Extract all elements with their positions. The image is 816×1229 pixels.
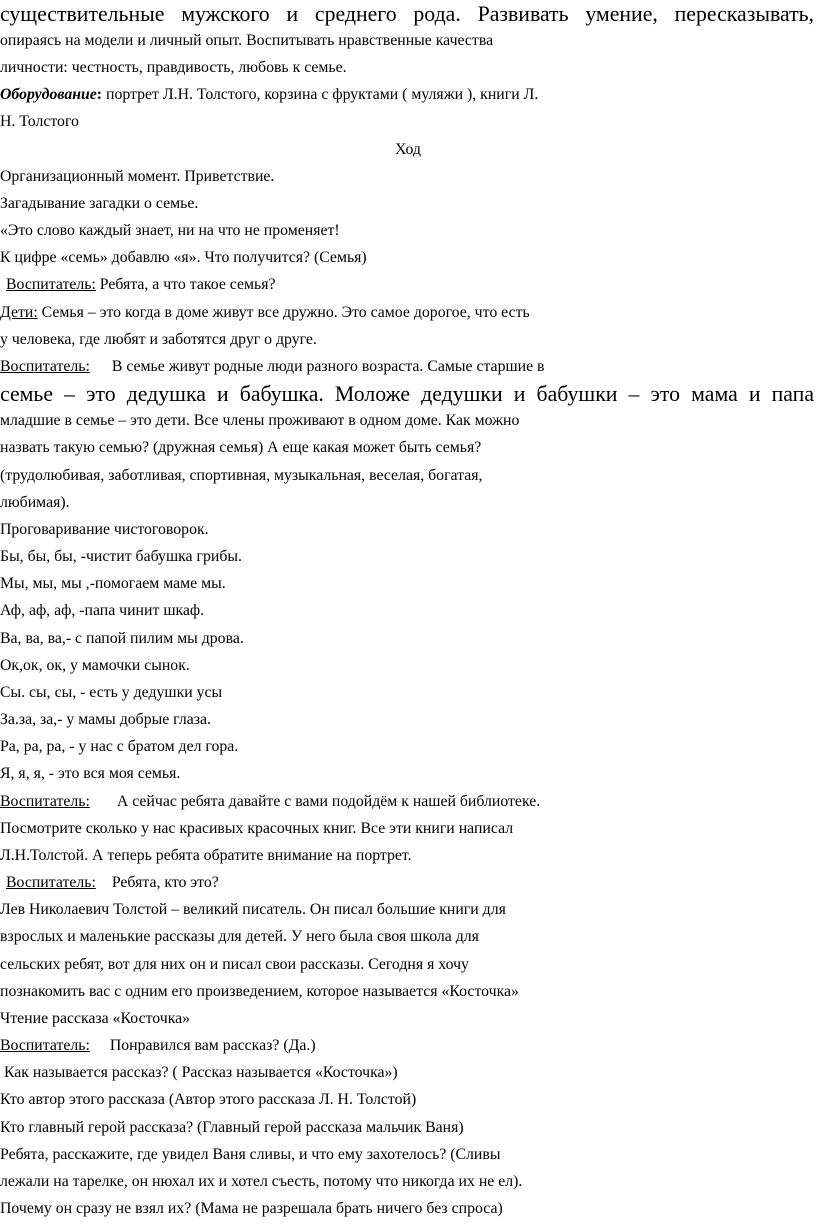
text-line: Организационный момент. Приветствие. bbox=[0, 168, 275, 185]
equipment-text: портрет Л.Н. Толстого, корзина с фруктами ( муляжи ), книги Л. bbox=[102, 86, 539, 103]
text-line: лежали на тарелке, он нюхал их и хотел съесть, потому что никогда их не ел). bbox=[0, 1173, 523, 1190]
text-line: Кто главный герой рассказа? (Главный герой рассказа мальчик Ваня) bbox=[0, 1119, 464, 1136]
text-line: Загадывание загадки о семье. bbox=[0, 195, 199, 212]
equipment-colon: : bbox=[96, 86, 103, 103]
text-line: любимая). bbox=[0, 494, 70, 511]
dialogue-line bbox=[0, 1033, 816, 1060]
text-line: Как называется рассказ? ( Рассказ называется «Косточка») bbox=[0, 1064, 398, 1081]
text-line: «Это слово каждый знает, ни на что не променяет! bbox=[0, 222, 340, 239]
text-line: Чтение рассказа «Косточка» bbox=[0, 1010, 191, 1027]
text-line: Ва, ва, ва,- с папой пилим мы дрова. bbox=[0, 630, 244, 647]
text-line: Проговаривание чистоговорок. bbox=[0, 521, 209, 538]
dialogue-line bbox=[6, 870, 816, 897]
speaker-label: Воспитатель: bbox=[6, 276, 96, 293]
text-line: (трудолюбивая, заботливая, спортивная, музыкальная, веселая, богатая, bbox=[0, 467, 483, 484]
dialogue-text: Ребята, а что такое семья? bbox=[95, 276, 276, 293]
speaker-label: Воспитатель: bbox=[0, 1037, 90, 1054]
speaker-label: Воспитатель: bbox=[0, 358, 90, 375]
text-line: младшие в семье – это дети. Все члены проживают в одном доме. Как можно bbox=[0, 412, 520, 429]
speaker-label: Воспитатель: bbox=[0, 793, 90, 810]
text-line: Бы, бы, бы, -чистит бабушка грибы. bbox=[0, 548, 242, 565]
text-line: Лев Николаевич Толстой – великий писатель. Он писал большие книги для bbox=[0, 901, 506, 918]
text-line: у человека, где любят и заботятся друг о друге. bbox=[0, 331, 317, 348]
text-line: Кто автор этого рассказа (Автор этого рассказа Л. Н. Толстой) bbox=[0, 1091, 417, 1108]
speaker-label: Воспитатель: bbox=[6, 874, 96, 891]
text-line: опираясь на модели и личный опыт. Воспитывать нравственные качества bbox=[0, 32, 494, 49]
text-line: существительные мужского и среднего рода. Развивать умение, пересказывать, bbox=[0, 2, 814, 26]
section-heading: Ход bbox=[395, 141, 421, 158]
text-line: Н. Толстого bbox=[0, 113, 79, 130]
text-line: назвать такую семью? (дружная семья) А еще какая может быть семья? bbox=[0, 439, 482, 456]
speaker-label: Дети: bbox=[0, 304, 38, 321]
dialogue-line bbox=[0, 354, 816, 381]
equipment-line bbox=[0, 82, 816, 109]
text-line: Сы. сы, сы, - есть у дедушки усы bbox=[0, 684, 223, 701]
text-line: познакомить вас с одним его произведением, которое называется «Косточка» bbox=[0, 983, 519, 1000]
dialogue-text: Понравился вам рассказ? (Да.) bbox=[109, 1037, 316, 1054]
text-line: Почему он сразу не взял их? (Мама не разрешала брать ничего без спроса) bbox=[0, 1200, 503, 1217]
dialogue-line bbox=[0, 789, 816, 816]
equipment-label: Оборудование bbox=[0, 86, 97, 103]
dialogue-text: А сейчас ребята давайте с вами подойдём к нашей библиотеке. bbox=[116, 793, 541, 810]
dialogue-line bbox=[6, 272, 816, 299]
text-line: Л.Н.Толстой. А теперь ребята обратите внимание на портрет. bbox=[0, 847, 412, 864]
text-line: Ок,ок, ок, у мамочки сынок. bbox=[0, 657, 190, 674]
dialogue-line bbox=[0, 300, 816, 327]
text-line: За.за, за,- у мамы добрые глаза. bbox=[0, 711, 211, 728]
text-line: сельских ребят, вот для них он и писал свои рассказы. Сегодня я хочу bbox=[0, 956, 469, 973]
dialogue-text: В семье живут родные люди разного возраста. Самые старшие в bbox=[111, 358, 545, 375]
text-line: Я, я, я, - это вся моя семья. bbox=[0, 765, 181, 782]
text-line: взрослых и маленькие рассказы для детей. У него была своя школа для bbox=[0, 928, 479, 945]
text-line: Посмотрите сколько у нас красивых красочных книг. Все эти книги написал bbox=[0, 820, 514, 837]
text-line: К цифре «семь» добавлю «я». Что получится? (Семья) bbox=[0, 249, 367, 266]
text-line: личности: честность, правдивость, любовь к семье. bbox=[0, 59, 347, 76]
dialogue-text: Семья – это когда в доме живут все дружно. Это самое дорогое, что есть bbox=[37, 304, 530, 321]
text-line: Аф, аф, аф, -папа чинит шкаф. bbox=[0, 602, 205, 619]
dialogue-text: Ребята, кто это? bbox=[111, 874, 219, 891]
text-line: Ребята, расскажите, где увидел Ваня сливы, и что ему захотелось? (Сливы bbox=[0, 1146, 501, 1163]
text-line: Мы, мы, мы ,-помогаем маме мы. bbox=[0, 575, 226, 592]
text-line: Ра, ра, ра, - у нас с братом дел гора. bbox=[0, 738, 239, 755]
text-line: семье – это дедушка и бабушка. Моложе дедушки и бабушки – это мама и папа bbox=[0, 382, 814, 406]
